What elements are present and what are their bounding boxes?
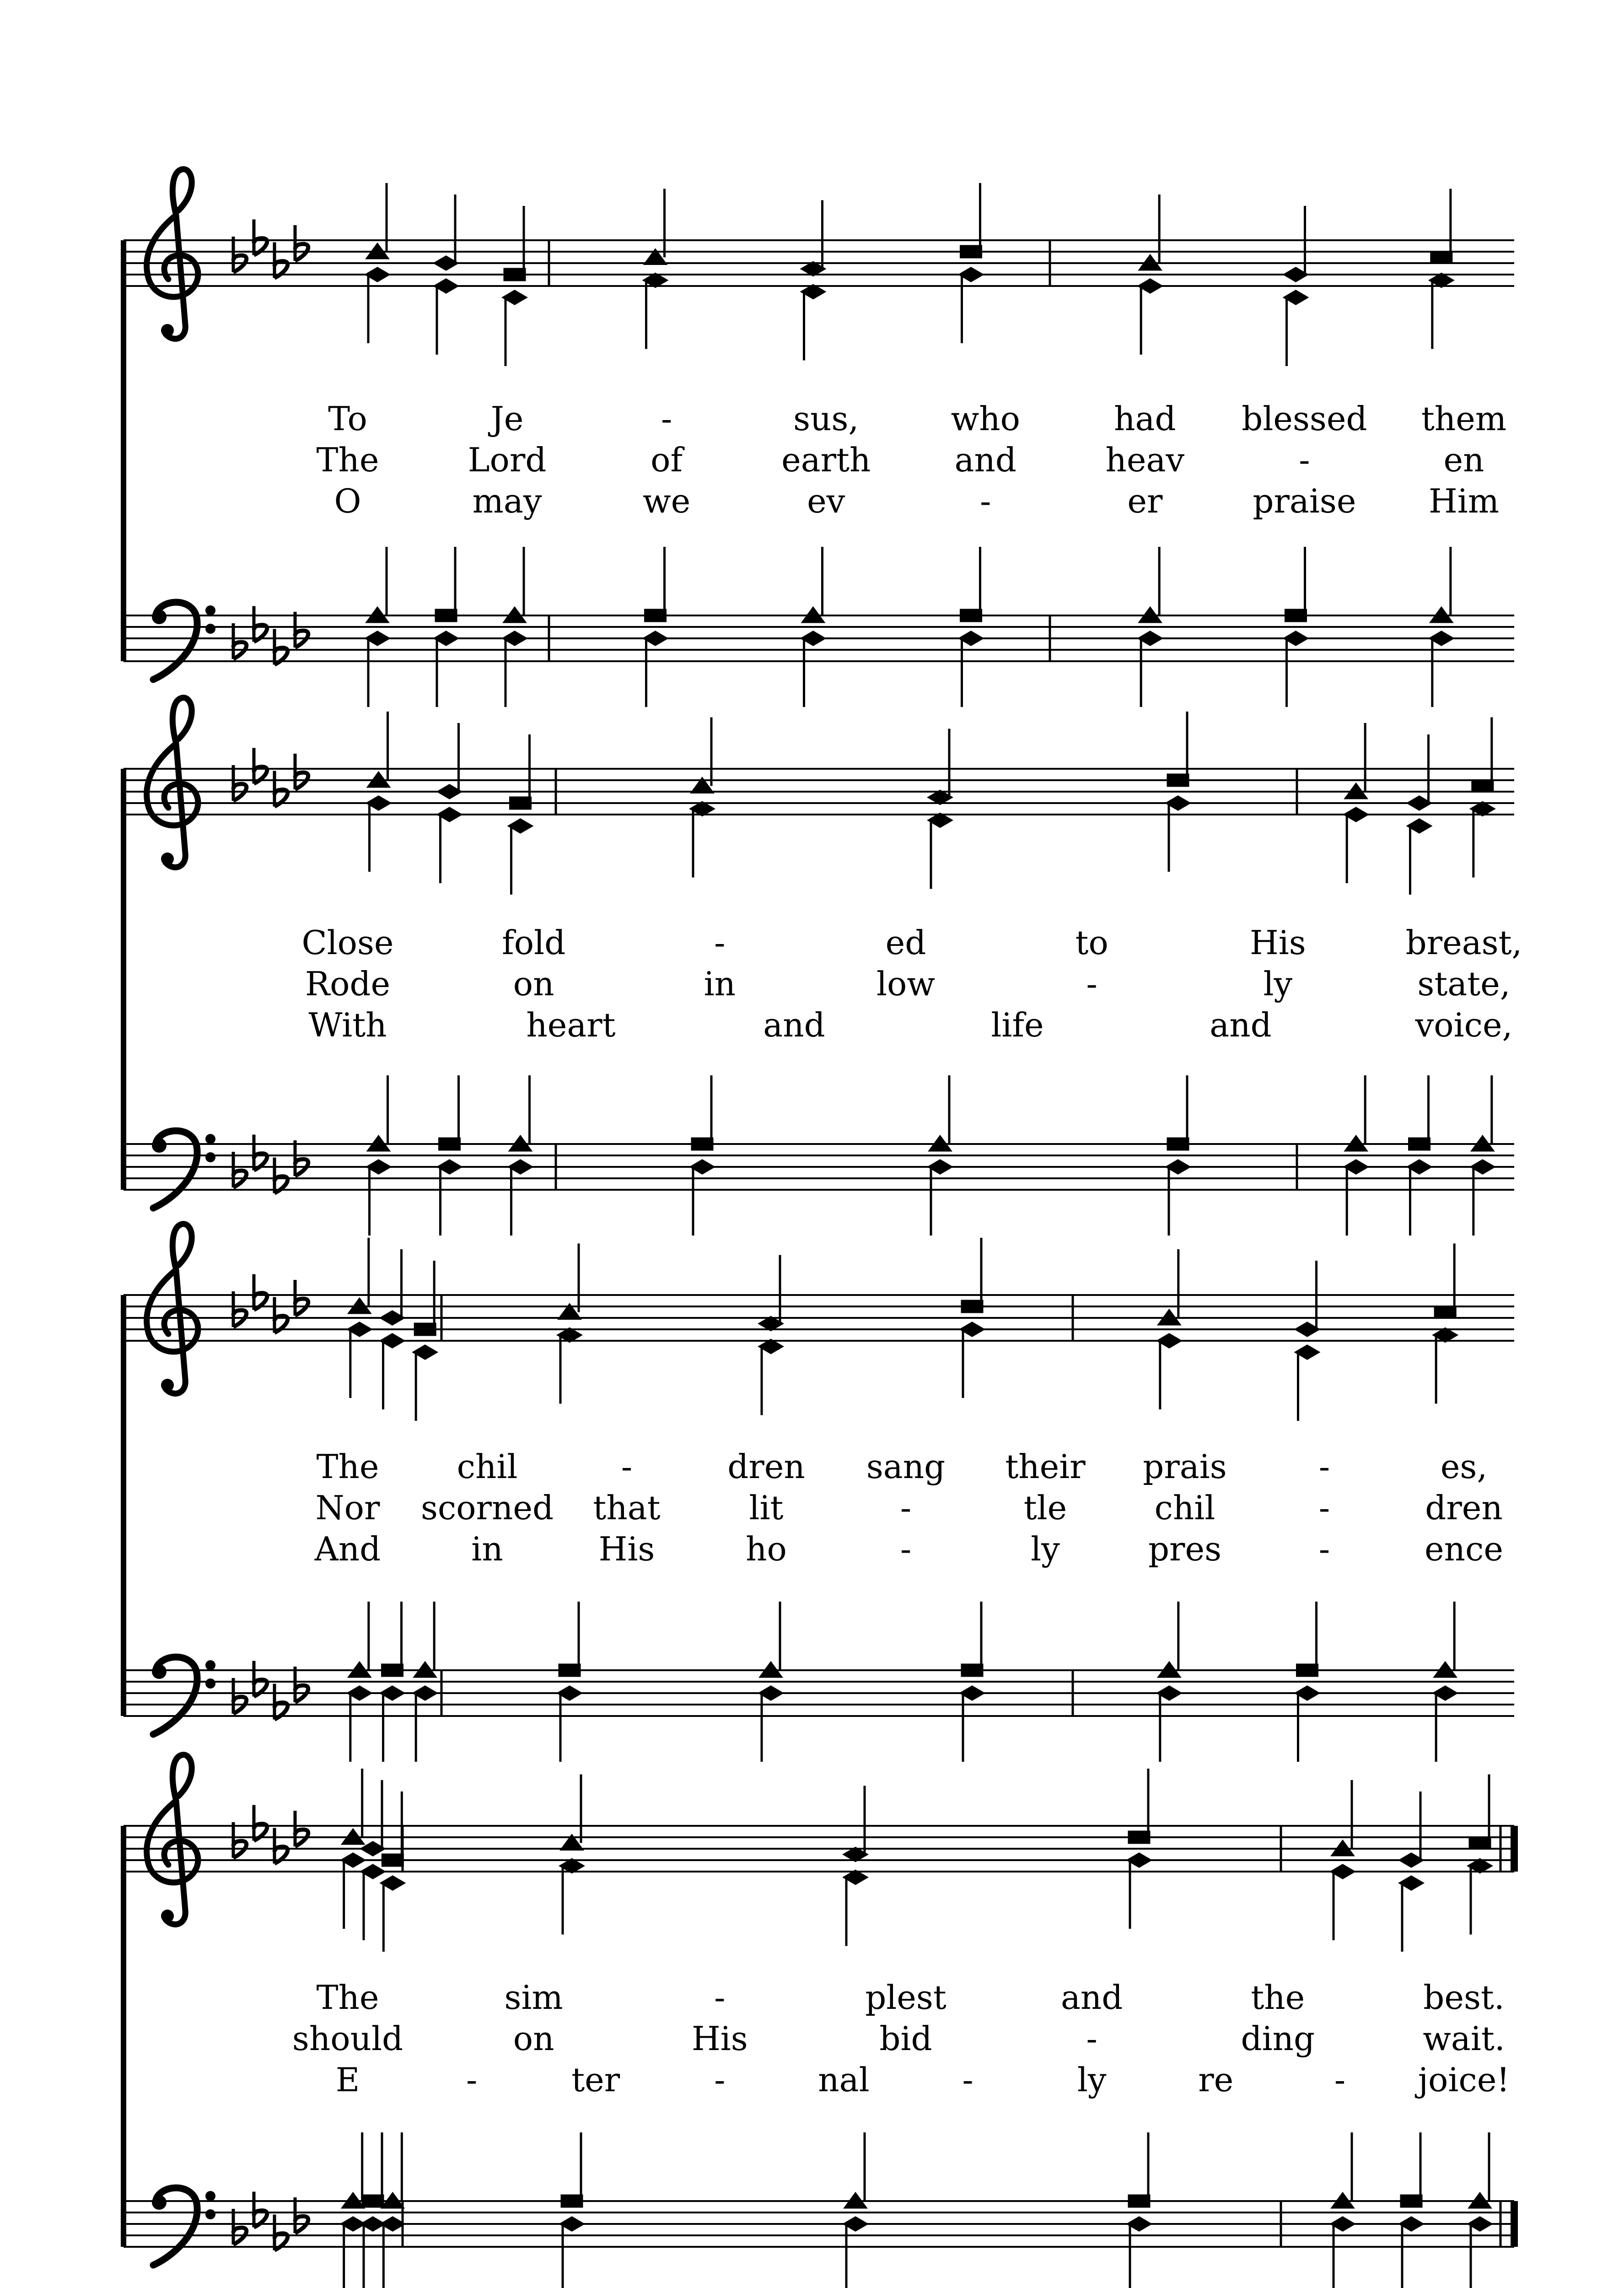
note-head <box>691 1160 713 1173</box>
flat-icon <box>254 748 267 784</box>
lyric-syllable: - <box>621 1447 633 1486</box>
lyric-syllable: ter <box>571 2061 620 2099</box>
lyric-syllable: His <box>691 2019 748 2058</box>
lyric-syllable: on <box>513 2019 554 2058</box>
note-head <box>382 1665 403 1676</box>
note-head <box>505 269 525 280</box>
flat-icon <box>233 1152 247 1187</box>
bass-staff <box>124 2132 1514 2288</box>
note-head <box>961 246 981 257</box>
note-head <box>349 1323 371 1336</box>
note-head <box>1345 1160 1367 1173</box>
lyric-syllable: Him <box>1428 482 1500 520</box>
lyric-syllable: we <box>643 482 691 520</box>
note-head <box>510 1160 532 1173</box>
flat-icon <box>254 2192 267 2228</box>
lyric-syllable: With <box>308 1006 387 1044</box>
lyric-syllable: to <box>1075 923 1108 962</box>
lyric-syllable: - <box>980 482 991 520</box>
note-head <box>415 1324 435 1335</box>
note-head <box>1167 797 1189 809</box>
lyric-syllable: chil <box>1154 1489 1215 1527</box>
lyric-syllable: Rode <box>305 965 391 1003</box>
bass-staff <box>124 1075 1514 1236</box>
note-head <box>645 632 667 645</box>
lyric-syllable: - <box>714 2061 726 2099</box>
lyric-syllable: er <box>1127 482 1163 520</box>
note-head <box>929 814 951 827</box>
lyric-syllable: - <box>466 2061 478 2099</box>
lyric-syllable: Nor <box>315 1489 380 1527</box>
note-head <box>1168 775 1188 786</box>
note-head <box>382 2218 403 2230</box>
flat-icon <box>233 765 247 801</box>
lyric-syllable: ly <box>1077 2061 1107 2099</box>
note-head <box>561 1860 583 1872</box>
note-head <box>1469 1860 1491 1872</box>
note-head <box>645 274 667 287</box>
lyric-syllable: ho <box>746 1530 787 1568</box>
flat-icon <box>274 2215 288 2250</box>
flat-icon <box>254 1661 267 1697</box>
note-head <box>439 1160 461 1173</box>
lyric-syllable: state, <box>1417 965 1511 1003</box>
treble-staff <box>124 1224 1514 1421</box>
note-head <box>1430 274 1452 287</box>
lyric-syllable: ev <box>807 482 845 520</box>
lyric-syllable: sim <box>504 1978 563 2017</box>
lyric-syllable: His <box>1249 923 1306 962</box>
note-head <box>929 1160 951 1173</box>
note-head <box>414 1346 436 1359</box>
note-head <box>844 1848 866 1861</box>
bass-clef-icon <box>152 1657 215 1734</box>
note-head <box>1434 1687 1456 1700</box>
lyric-syllable: ly <box>1031 1530 1060 1568</box>
note-head <box>1435 1307 1455 1318</box>
note-head <box>1400 1854 1422 1867</box>
note-head <box>1409 820 1430 832</box>
note-head <box>1431 252 1452 263</box>
flat-icon <box>254 220 267 255</box>
lyric-syllable: O <box>334 482 361 520</box>
note-head <box>559 1329 581 1342</box>
flat-icon <box>274 1828 288 1864</box>
bass-clef-icon <box>152 2188 215 2265</box>
lyric-syllable: ding <box>1241 2019 1315 2058</box>
note-head <box>1297 1665 1317 1676</box>
flat-icon <box>233 237 247 272</box>
note-head <box>1345 808 1367 821</box>
flat-icon <box>274 1684 288 1720</box>
lyric-syllable: - <box>1318 1447 1330 1486</box>
note-head <box>1285 268 1307 281</box>
note-head <box>366 632 388 645</box>
lyric-syllable: fold <box>502 923 566 962</box>
lyric-syllable: and <box>1210 1006 1272 1044</box>
lyric-syllable: that <box>593 1489 661 1527</box>
note-head <box>349 1687 371 1700</box>
note-head <box>760 1317 782 1330</box>
note-head <box>362 1865 384 1878</box>
lyric-syllable: voice, <box>1415 1006 1513 1044</box>
note-head <box>691 803 713 815</box>
note-head <box>1296 1346 1318 1359</box>
lyric-syllable: them <box>1421 399 1507 438</box>
lyric-syllable: and <box>763 1006 825 1044</box>
note-head <box>439 785 461 798</box>
lyric-syllable: of <box>651 441 683 479</box>
note-head <box>382 1877 403 1889</box>
lyric-syllable: - <box>1086 2019 1097 2058</box>
lyric-syllable: es, <box>1440 1447 1488 1486</box>
note-head <box>760 1687 782 1700</box>
note-head <box>1400 2218 1422 2230</box>
note-head <box>1332 2218 1354 2230</box>
note-head <box>363 2196 383 2207</box>
flat-icon <box>254 1135 267 1171</box>
note-head <box>961 1323 983 1336</box>
flat-icon <box>274 1297 288 1333</box>
system-1 <box>124 240 1050 661</box>
lyric-syllable: breast, <box>1405 923 1522 962</box>
lyric-syllable: and <box>1060 1978 1123 2017</box>
note-head <box>1434 1329 1456 1342</box>
note-head <box>802 632 824 645</box>
lyric-syllable: - <box>661 399 672 438</box>
note-head <box>802 286 824 298</box>
lyric-syllable: en <box>1443 441 1484 479</box>
lyric-syllable: chil <box>457 1447 518 1486</box>
lyric-syllable: And <box>314 1530 381 1568</box>
note-head <box>436 610 456 621</box>
flat-icon <box>295 2197 308 2233</box>
bass-clef-icon <box>152 1131 215 1208</box>
note-head <box>1400 1877 1422 1889</box>
lyric-syllable: To <box>328 399 367 438</box>
lyric-syllable: - <box>1318 1489 1330 1527</box>
note-head <box>1286 610 1306 621</box>
note-head <box>439 808 461 821</box>
flat-icon <box>295 225 308 261</box>
note-head <box>1472 1160 1494 1173</box>
flat-icon <box>295 1140 308 1176</box>
treble-staff <box>124 169 1514 366</box>
note-head <box>1158 1334 1180 1347</box>
lyric-syllable: heav <box>1105 441 1185 479</box>
lyric-syllable: ence <box>1425 1530 1503 1568</box>
note-head <box>1409 1160 1430 1173</box>
lyric-syllable: plest <box>865 1978 946 2017</box>
treble-clef-icon <box>147 169 198 339</box>
note-head <box>1409 797 1430 809</box>
note-head <box>1296 1687 1318 1700</box>
note-head <box>1129 1832 1149 1843</box>
treble-clef-icon <box>147 1755 198 1925</box>
note-head <box>1139 632 1161 645</box>
lyric-syllable: - <box>900 1489 912 1527</box>
lyric-syllable: wait. <box>1423 2019 1505 2058</box>
note-head <box>382 1687 403 1700</box>
lyric-syllable: Lord <box>468 441 547 479</box>
note-head <box>1285 291 1307 304</box>
flat-icon <box>254 1805 267 1841</box>
lyric-syllable: had <box>1114 399 1176 438</box>
lyric-syllable: best. <box>1423 1978 1505 2017</box>
flat-icon <box>233 1678 247 1714</box>
lyric-syllable: the <box>1251 1978 1305 2017</box>
note-head <box>1128 1854 1150 1867</box>
note-head <box>960 268 982 281</box>
note-head <box>1409 1139 1430 1149</box>
lyric-syllable: ed <box>885 923 926 962</box>
note-head <box>1430 632 1452 645</box>
lyric-syllable: His <box>598 1530 655 1568</box>
lyric-syllable: low <box>876 965 936 1003</box>
lyric-syllable: may <box>472 482 542 520</box>
lyric-syllable: in <box>704 965 736 1003</box>
note-head <box>1470 1838 1490 1849</box>
flat-icon <box>274 243 288 278</box>
treble-clef-icon <box>147 1224 198 1394</box>
lyric-syllable: should <box>292 2019 403 2058</box>
note-head <box>562 2196 582 2207</box>
note-head <box>414 1687 436 1700</box>
note-head <box>342 1854 364 1867</box>
lyric-syllable: joice! <box>1418 2061 1510 2099</box>
note-head <box>961 610 981 621</box>
note-head <box>929 791 951 804</box>
note-head <box>440 1139 460 1149</box>
flat-icon <box>233 623 247 659</box>
flat-icon <box>233 1291 247 1327</box>
note-head <box>1167 1160 1189 1173</box>
flat-icon <box>254 1274 267 1310</box>
note-head <box>368 797 390 809</box>
note-head <box>435 632 457 645</box>
lyric-syllable: heart <box>526 1006 616 1044</box>
flat-icon <box>274 629 288 665</box>
flat-icon <box>295 1811 308 1846</box>
note-head <box>368 1160 390 1173</box>
flat-icon <box>274 1158 288 1193</box>
treble-clef-icon <box>147 698 198 868</box>
note-head <box>1469 2218 1491 2230</box>
lyric-syllable: who <box>951 399 1020 438</box>
note-head <box>504 632 526 645</box>
lyric-syllable: scorned <box>420 1489 554 1527</box>
note-head <box>1158 1687 1180 1700</box>
note-head <box>1296 1323 1318 1336</box>
note-head <box>504 291 526 304</box>
note-head <box>802 263 824 275</box>
lyric-syllable: - <box>1299 441 1310 479</box>
note-head <box>1129 2196 1149 2207</box>
bass-clef-icon <box>152 602 215 680</box>
note-head <box>962 1665 982 1676</box>
note-head <box>382 1334 403 1347</box>
lyric-syllable: E <box>335 2061 360 2099</box>
lyric-syllable: - <box>1334 2061 1346 2099</box>
note-head <box>511 798 531 809</box>
note-head <box>760 1340 782 1353</box>
note-head <box>435 257 457 270</box>
note-head <box>960 632 982 645</box>
lyric-syllable: - <box>1318 1530 1330 1568</box>
lyric-syllable: bid <box>879 2019 932 2058</box>
note-head <box>559 1665 580 1676</box>
lyric-syllable: and <box>954 441 1016 479</box>
bass-staff <box>124 1602 1514 1762</box>
note-head <box>1168 1139 1188 1149</box>
note-head <box>961 1687 983 1700</box>
lyric-syllable: ly <box>1263 965 1293 1003</box>
flat-icon <box>233 1822 247 1858</box>
note-head <box>692 1139 712 1149</box>
lyric-syllable: dren <box>1425 1489 1503 1527</box>
flat-icon <box>274 771 288 807</box>
note-head <box>1285 632 1307 645</box>
lyric-syllable: prais <box>1143 1447 1227 1486</box>
bass-staff <box>124 547 1514 707</box>
note-head <box>382 1311 403 1324</box>
note-head <box>1128 2218 1150 2230</box>
note-head <box>435 280 457 292</box>
flat-icon <box>233 2209 247 2245</box>
lyric-syllable: on <box>513 965 554 1003</box>
lyric-syllable: - <box>962 2061 973 2099</box>
lyric-syllable: lit <box>749 1489 784 1527</box>
lyric-syllable: blessed <box>1242 399 1367 438</box>
note-head <box>1401 2196 1421 2207</box>
note-head <box>645 610 666 621</box>
note-head <box>1332 1865 1354 1878</box>
treble-staff <box>124 698 1514 895</box>
lyric-syllable: - <box>714 1978 726 2017</box>
lyric-syllable: life <box>991 1006 1044 1044</box>
lyric-syllable: nal <box>818 2061 870 2099</box>
flat-icon <box>254 606 267 642</box>
note-head <box>561 2218 583 2230</box>
note-head <box>1472 803 1494 815</box>
flat-icon <box>295 612 308 648</box>
lyric-syllable: The <box>316 1447 379 1486</box>
flat-icon <box>295 1667 308 1702</box>
note-head <box>510 820 532 832</box>
lyric-syllable: tle <box>1023 1489 1067 1527</box>
lyric-syllable: - <box>714 923 726 962</box>
lyric-syllable: - <box>1086 965 1097 1003</box>
lyric-syllable: pres <box>1148 1530 1222 1568</box>
note-head <box>962 1301 982 1312</box>
lyric-syllable: their <box>1005 1447 1086 1486</box>
note-head <box>366 268 388 281</box>
lyric-syllable: Close <box>301 923 394 962</box>
lyric-syllable: Je <box>490 399 524 438</box>
note-head <box>844 1871 866 1884</box>
lyric-syllable: The <box>316 1978 379 2017</box>
note-head <box>382 1855 403 1866</box>
note-head <box>559 1687 581 1700</box>
flat-icon <box>295 754 308 789</box>
note-head <box>362 1842 384 1855</box>
lyric-syllable: sus, <box>793 399 859 438</box>
lyric-syllable: earth <box>781 441 871 479</box>
note-head <box>1139 280 1161 292</box>
flat-icon <box>295 1280 308 1316</box>
lyric-syllable: praise <box>1253 482 1356 520</box>
lyric-syllable: The <box>316 441 379 479</box>
note-head <box>1473 781 1493 792</box>
lyric-syllable: in <box>471 1530 503 1568</box>
note-head <box>844 2218 866 2230</box>
lyric-syllable: dren <box>727 1447 805 1486</box>
lyric-syllable: re <box>1198 2061 1234 2099</box>
treble-staff <box>124 1755 1514 1952</box>
lyric-syllable: sang <box>866 1447 946 1486</box>
lyric-syllable: - <box>900 1530 912 1568</box>
